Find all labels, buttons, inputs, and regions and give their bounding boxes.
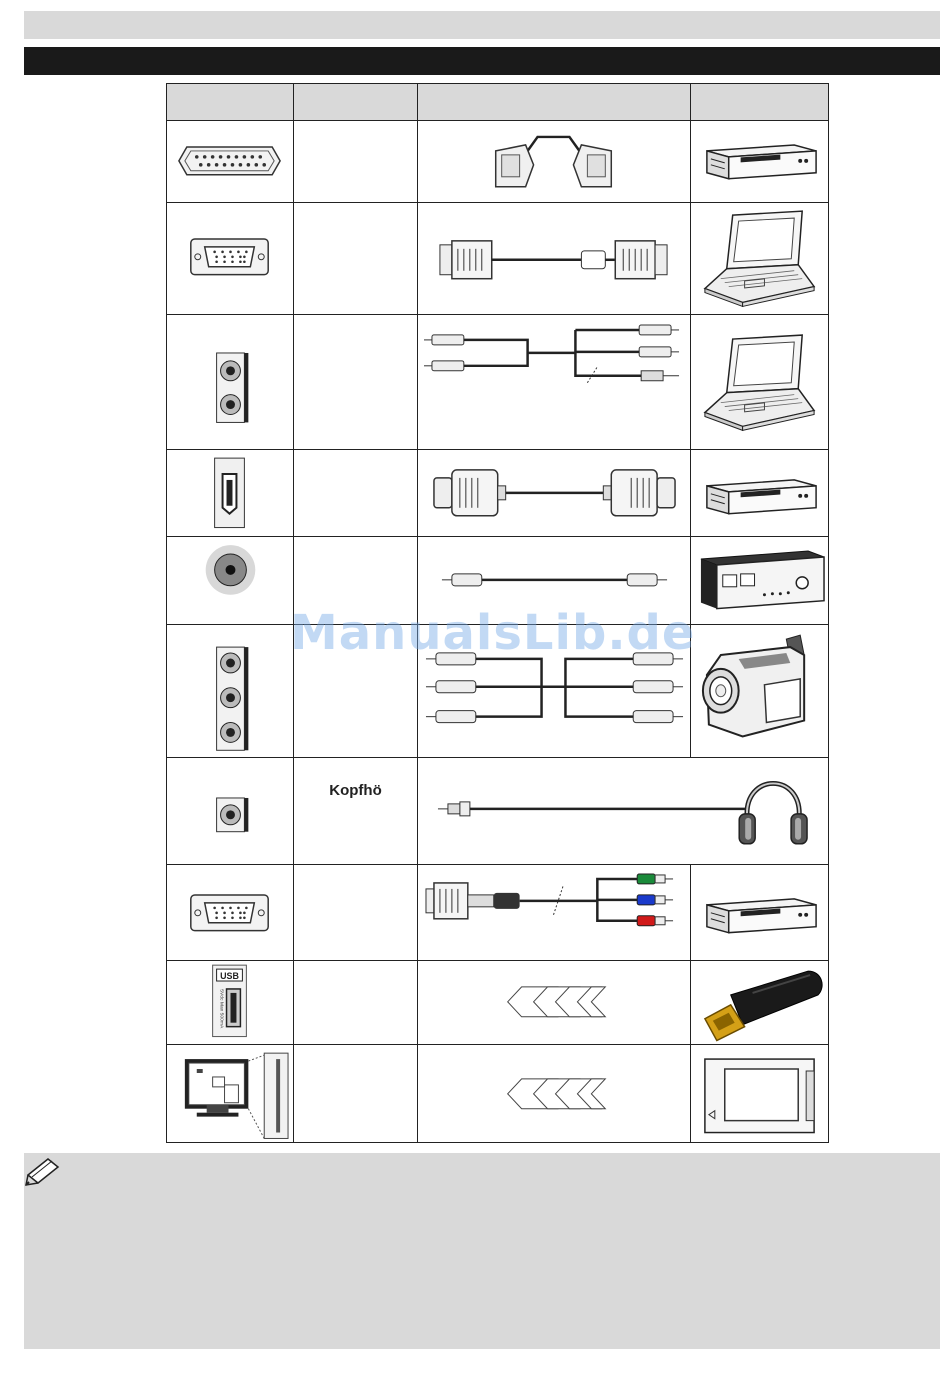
ci-slot-icon <box>167 1044 294 1143</box>
dvd-recorder-icon <box>691 865 829 961</box>
table-row <box>167 449 829 537</box>
table-row <box>167 625 829 758</box>
connection-label <box>294 865 418 961</box>
audio-in-port-icon <box>167 315 294 450</box>
column-header-connector <box>167 84 294 121</box>
audio-rca-to-jack-cable-icon <box>418 315 691 450</box>
headphones-icon <box>739 783 807 843</box>
usb-port-icon <box>167 961 294 1045</box>
camcorder-icon <box>691 625 829 758</box>
connection-label <box>294 625 418 758</box>
section-title-bar <box>24 47 940 75</box>
note-box <box>24 1153 940 1349</box>
table-row <box>167 1044 829 1143</box>
scart-port-icon <box>167 121 294 203</box>
column-header-type <box>294 84 418 121</box>
connection-label <box>294 449 418 537</box>
connection-label: Kopfhö <box>294 757 418 865</box>
table-header-row <box>167 84 829 121</box>
coaxial-cable-icon <box>418 537 691 625</box>
watermark: ManualsLib.de <box>290 605 696 661</box>
connections-table <box>166 83 829 1143</box>
column-header-device <box>691 84 829 121</box>
connection-label <box>294 1044 418 1143</box>
usb-rating-text: 5Vdc Max 500mA <box>218 989 224 1029</box>
table-row <box>167 537 829 625</box>
usb-stick-icon <box>691 961 829 1045</box>
headphone-port-icon <box>167 757 294 865</box>
top-band <box>24 11 940 39</box>
hdmi-port-icon <box>167 449 294 537</box>
ci-module-icon <box>691 1044 829 1143</box>
connection-label <box>294 121 418 203</box>
connection-label <box>294 202 418 315</box>
coaxial-port-icon <box>167 537 294 625</box>
vga-port-icon <box>167 202 294 315</box>
dvd-recorder-icon <box>691 121 829 203</box>
connection-label <box>294 961 418 1045</box>
insert-arrows-icon <box>418 961 691 1045</box>
connection-label <box>294 537 418 625</box>
headphone-cable-icon <box>418 757 829 865</box>
pencil-note-icon <box>24 1155 64 1194</box>
table-row <box>167 865 829 961</box>
dvd-recorder-icon <box>691 449 829 537</box>
av-port-icon <box>167 625 294 758</box>
ypbpr-cable-icon <box>418 865 691 961</box>
table-row <box>167 202 829 315</box>
vga-port-icon <box>167 865 294 961</box>
table-row <box>167 757 829 865</box>
amplifier-icon <box>691 537 829 625</box>
hdmi-cable-icon <box>418 449 691 537</box>
laptop-icon <box>691 315 829 450</box>
scart-cable-icon <box>418 121 691 203</box>
laptop-icon <box>691 202 829 315</box>
table-row <box>167 315 829 450</box>
insert-arrows-icon <box>418 1044 691 1143</box>
table-row <box>167 961 829 1045</box>
usb-label: USB <box>220 971 239 982</box>
table-row <box>167 121 829 203</box>
vga-cable-icon <box>418 202 691 315</box>
av-rca-cable-icon <box>418 625 691 758</box>
connection-label <box>294 315 418 450</box>
column-header-cables <box>418 84 691 121</box>
